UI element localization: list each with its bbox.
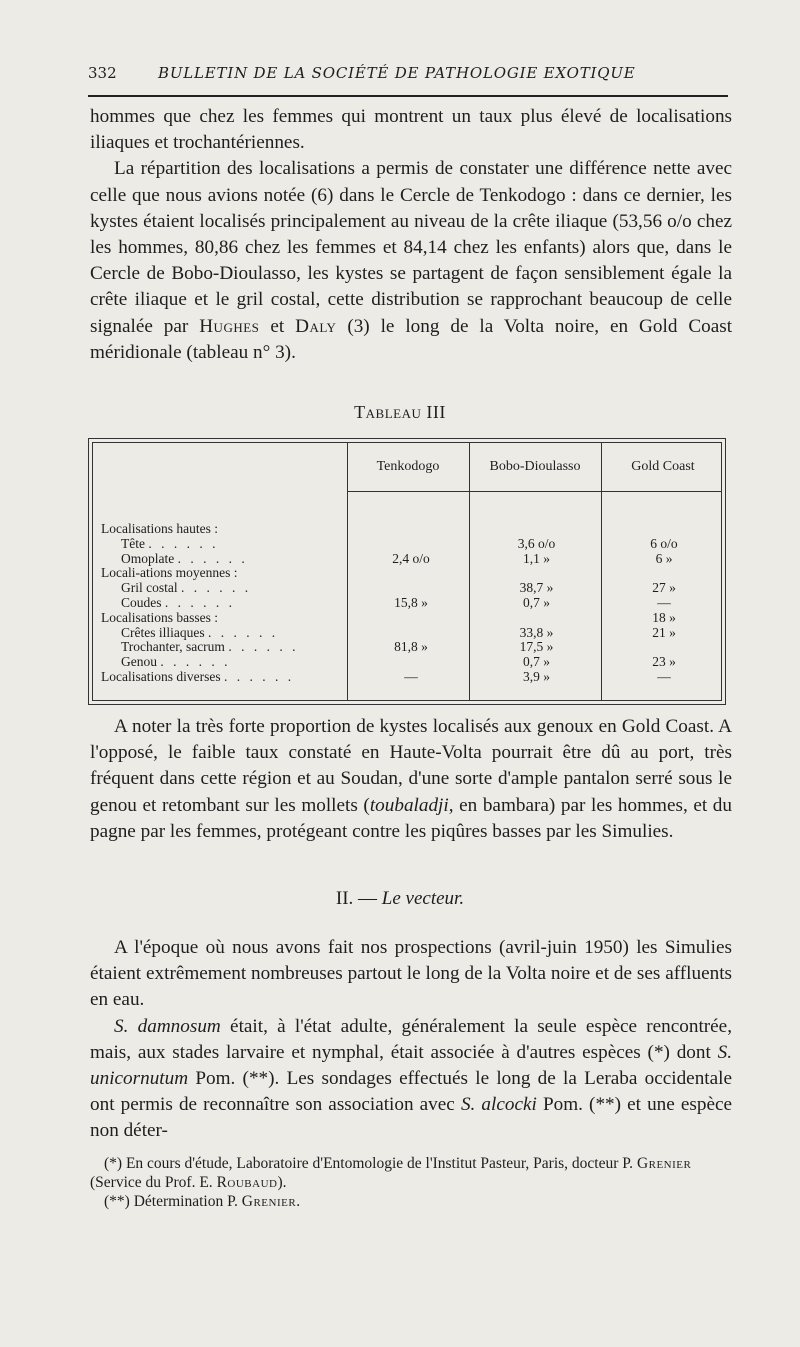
table-cell: — [657,669,671,684]
footnotes [90,1154,735,1211]
table-row [89,537,725,551]
footnote-2-end: . [296,1193,301,1210]
author-hughes: Hughes [199,315,260,337]
section-number: II. — [335,888,378,909]
footnote-2-text: Détermination P. [133,1193,238,1210]
paragraph-5-text-d: ). Les sondages effectués le long de la Leraba occidentale ont permis de reconnaître son association avec [90,1068,732,1116]
row-label: Tête . . . . . . [121,535,219,551]
footnote-2-mark: (**) [104,1193,130,1210]
running-header [88,62,728,88]
table-cell: 17,5 » [519,639,554,655]
footnote-ref-2: ** [248,1068,269,1090]
table-cell: 3,9 » [523,669,550,684]
footnote-1-name-grenier: Grenier [636,1155,692,1172]
table-cell: 33,8 » [519,624,554,640]
row-label: Localisations hautes : [101,521,218,536]
table-row [89,670,725,684]
row-label: Genou . . . . . . [121,654,231,670]
row-label: Localisations diverses . . . . . . [101,669,295,684]
table-title-text: Tableau III [354,402,446,422]
table-row [89,655,725,669]
leader-dots: . . . . . . [148,535,219,551]
row-label: Gril costal . . . . . . [121,580,252,596]
text-block-bottom [90,935,732,1145]
table-cell: 15,8 » [394,595,428,610]
table-cell: 1,1 » [523,550,550,566]
table-row [89,640,725,654]
table-cell: 23 » [652,654,676,670]
table-cell: 21 » [652,624,676,640]
species-unicornutum: S. unicornutum [90,1041,733,1090]
paragraph-5-text-f: ) et une espèce non déter- [90,1094,733,1142]
text-block-top [90,104,732,366]
leader-dots: . . . . . . [223,669,295,684]
leader-dots: . . . . . . [228,639,299,655]
table-cell: — [404,669,418,684]
leader-dots: . . . . . . [207,624,279,640]
row-label: Localisations basses : [101,609,218,625]
footnote-2 [90,1192,735,1211]
footnote-1 [90,1154,735,1192]
table-cell: 6 » [655,550,673,566]
leader-dots: . . . . . . [164,595,235,610]
table-header-rule [347,491,722,492]
paragraph-5-text-e: Pom. ( [542,1094,596,1116]
table-cell: — [657,595,671,610]
table-row [89,626,725,640]
leader-dots: . . . . . . [177,550,248,566]
row-label: Omoplate . . . . . . [121,550,248,566]
leader-dots: . . . . . . [181,580,252,596]
footnote-1-name-roubaud: Roubaud [216,1174,278,1191]
row-label: Trochanter, sacrum . . . . . . [121,639,299,655]
section-title: Le vecteur. [381,888,465,909]
and-word: et [270,315,285,337]
table-cell: 38,7 » [519,580,554,596]
paragraph-3 [90,714,732,845]
paragraph-1: hommes que chez les femmes qui montrent un taux plus élevé de localisations iliaques et trochantériennes. [90,106,732,154]
table-cell: 0,7 » [523,595,550,610]
table-cell: 27 » [652,580,676,596]
paragraph-2-text: La répartition des localisations a permis de constater une différence nette avec celle que nous avions notée (6) dans le Cercle de Tenkodogo : dans ce dernier, les kystes étaient localisés principalement au niveau de la crête iliaque (53,56 o/o chez les hommes, 80,86 chez les femmes et 84,14 chez les enfants) alors que, dans le Cercle de Bobo-Dioulasso, les kystes se partagent de façon sensiblement égale la crête iliaque et le gril costal, cette distribution se rapprochant beaucoup de celle signalée par [90,158,732,337]
paragraph-5 [90,1014,732,1145]
footnote-1-text: En cours d'étude, Laboratoire d'Entomologie de l'Institut Pasteur, Paris, docteur P. [125,1155,634,1172]
footnote-1-end: ). [277,1174,287,1191]
table-row [89,581,725,595]
paragraph-5-text-b: ) dont [663,1041,711,1063]
footnote-ref-3: ** [595,1094,615,1116]
table-cell: 0,7 » [523,654,550,670]
table-title [0,402,800,423]
paragraph-2 [90,156,732,366]
table-row [89,566,725,580]
paragraph-2-tail: (3) le long de la Volta noire, en Gold Coast méridionale (tableau n° 3). [90,315,733,363]
section-heading [0,888,800,910]
col-header-gold-coast: Gold Coast [631,459,695,474]
leader-dots: . . . . . . [160,654,231,670]
table-row [89,522,725,536]
data-table [88,438,726,705]
table-cell: 18 » [652,609,676,625]
paragraph-3-text: A noter la très forte proportion de kystes localisés aux genoux en Gold Coast. A l'opposé, le faible taux constaté en Haute-Volta pourrait être dû au port, très fréquent dans cette région et au Soudan, d'une sorte d'ample pantalon serré sous le genou et retombant sur les mollets ( [90,716,732,816]
col-header-bobo-dioulasso: Bobo-Dioulasso [489,459,581,474]
row-label: Coudes . . . . . . [121,595,235,610]
footnote-1-mid: (Service du Prof. E. [90,1174,213,1191]
species-damnosum: S. damnosum [114,1015,221,1037]
species-alcocki: S. alcocki [460,1094,537,1116]
paragraph-3-tail: , en bambara) par les hommes, et du pagne par les femmes, protégeant contre les piqûres basses par les Simulies. [90,794,732,842]
footnote-2-name-grenier: Grenier [241,1193,297,1210]
table-row [89,611,725,625]
header-rule [88,95,728,97]
text-block-middle [90,714,732,845]
author-daly: Daly [295,315,337,337]
row-label: Locali-ations moyennes : [101,565,238,581]
footnote-1-mark: (*) [104,1155,123,1172]
term-toubaladji: toubaladji [369,794,449,816]
table-row [89,596,725,610]
table-cell: 6 o/o [650,535,678,551]
page-number: 332 [88,64,117,82]
running-title: BULLETIN DE LA SOCIÉTÉ DE PATHOLOGIE EXOTIQUE [158,64,636,82]
table-row [89,552,725,566]
col-header-tenkodogo: Tenkodogo [376,459,440,474]
footnote-ref-1: * [653,1041,664,1063]
paragraph-5-text-a: était, à l'état adulte, généralement la seule espèce rencontrée, mais, aux stades larvaire et nymphal, était associée à d'autres espèces ( [90,1015,732,1063]
paragraph-5-text-c: Pom. ( [195,1068,249,1090]
table-cell: 2,4 o/o [392,550,430,566]
row-label: Crêtes illiaques . . . . . . [121,624,279,640]
table-cell: 3,6 o/o [517,535,556,551]
paragraph-4: A l'époque où nous avons fait nos prospections (avril-juin 1950) les Simulies étaient extrêmement nombreuses partout le long de la Volta noire et de ses affluents en eau. [90,937,732,1011]
table-cell: 81,8 » [394,639,428,655]
